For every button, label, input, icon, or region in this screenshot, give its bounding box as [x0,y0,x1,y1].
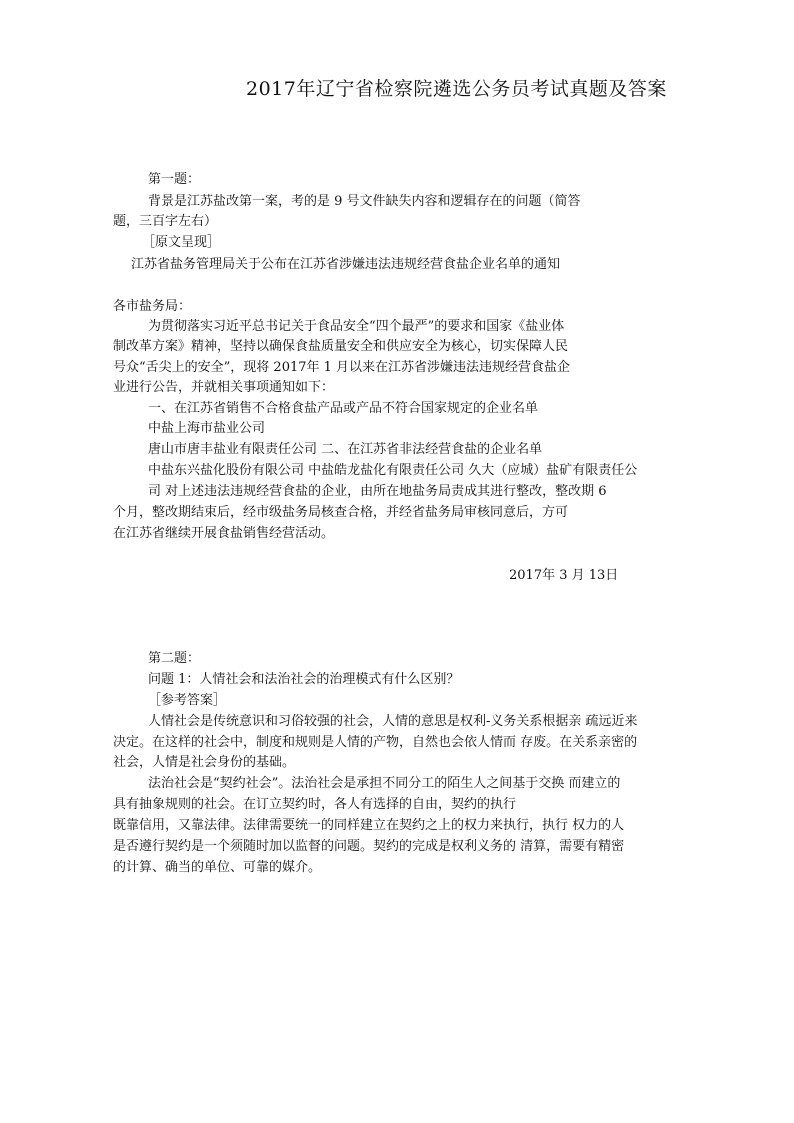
notice-paragraph-line: 个月，整改期结束后，经市级盐务局核查合格，并经省盐务局审核同意后，方可 [113,505,569,520]
company-line: 中盐东兴盐化股份有限公司 中盐皓龙盐化有限责任公司 久大（应城）盐矿有限责任公 [148,463,638,478]
answer-line: 人情社会是传统意识和习俗较强的社会，人情的意思是权利-义务关系根据亲 疏远近来 [148,714,638,729]
notice-paragraph-line: 号众“舌尖上的安全”，现将 2017年 1 月以来在江苏省涉嫌违法违规经营食盐企 [113,360,571,375]
answer-line: 的计算、确当的单位、可靠的媒介。 [113,860,322,875]
q2-heading: 第二题： [148,651,201,666]
salutation: 各市盐务局： [113,299,192,314]
answer-line: 既靠信用，又靠法律。法律需要统一的同样建立在契约之上的权力来执行，执行 权力的人 [113,818,625,833]
notice-paragraph-line: 制改革方案》精神，坚持以确保食盐质量安全和供应安全为核心，切实保障人民 [113,339,569,354]
notice-paragraph-line: 司 对上述违法违规经营食盐的企业，由所在地盐务局责成其进行整改，整改期 6 [148,484,607,499]
q1-heading: 第一题： [148,172,201,187]
q1-description-line-2: 题，三百字左右） [113,214,218,229]
q2-question: 问题 1：人情社会和法治社会的治理模式有什么区别？ [148,672,460,687]
company-line: 唐山市唐丰盐业有限责任公司 二、在江苏省非法经营食盐的企业名单 [148,442,543,457]
company-line: 中盐上海市盐业公司 [148,421,266,436]
notice-paragraph-line: 在江苏省继续开展食盐销售经营活动。 [113,526,335,541]
answer-line: 决定。在这样的社会中，制度和规则是人情的产物，自然也会依人情而 存废。在关系亲密的 [113,735,638,750]
original-text-label: ［原文呈现］ [142,235,221,250]
answer-line: 法治社会是“契约社会”。法治社会是承担不同分工的陌生人之间基于交换 而建立的 [148,776,621,791]
reference-answer-label: ［参考答案］ [148,693,227,708]
notice-date: 2017年 3 月 13日 [509,568,619,583]
q1-description-line-1: 背景是江苏盐改第一案，考的是 9 号文件缺失内容和逻辑存在的问题（简答 [148,194,581,209]
notice-paragraph-line: 业进行公告，并就相关事项通知如下： [113,380,335,395]
list-heading-1: 一、在江苏省销售不合格食盐产品或产品不符合国家规定的企业名单 [148,401,539,416]
answer-line: 社会，人情是社会身份的基础。 [113,755,296,770]
document-title: 2017年辽宁省检察院遴选公务员考试真题及答案 [246,78,667,100]
answer-line: 具有抽象规则的社会。在订立契约时，各人有选择的自由，契约的执行 [113,797,517,812]
notice-paragraph-line: 为贯彻落实习近平总书记关于食品安全“四个最严”的要求和国家《盐业体 [148,319,565,334]
answer-line: 是否遵行契约是一个须随时加以监督的问题。契约的完成是权利义务的 清算，需要有精密 [113,839,625,854]
notice-title: 江苏省盐务管理局关于公布在江苏省涉嫌违法违规经营食盐企业名单的通知 [131,257,561,272]
